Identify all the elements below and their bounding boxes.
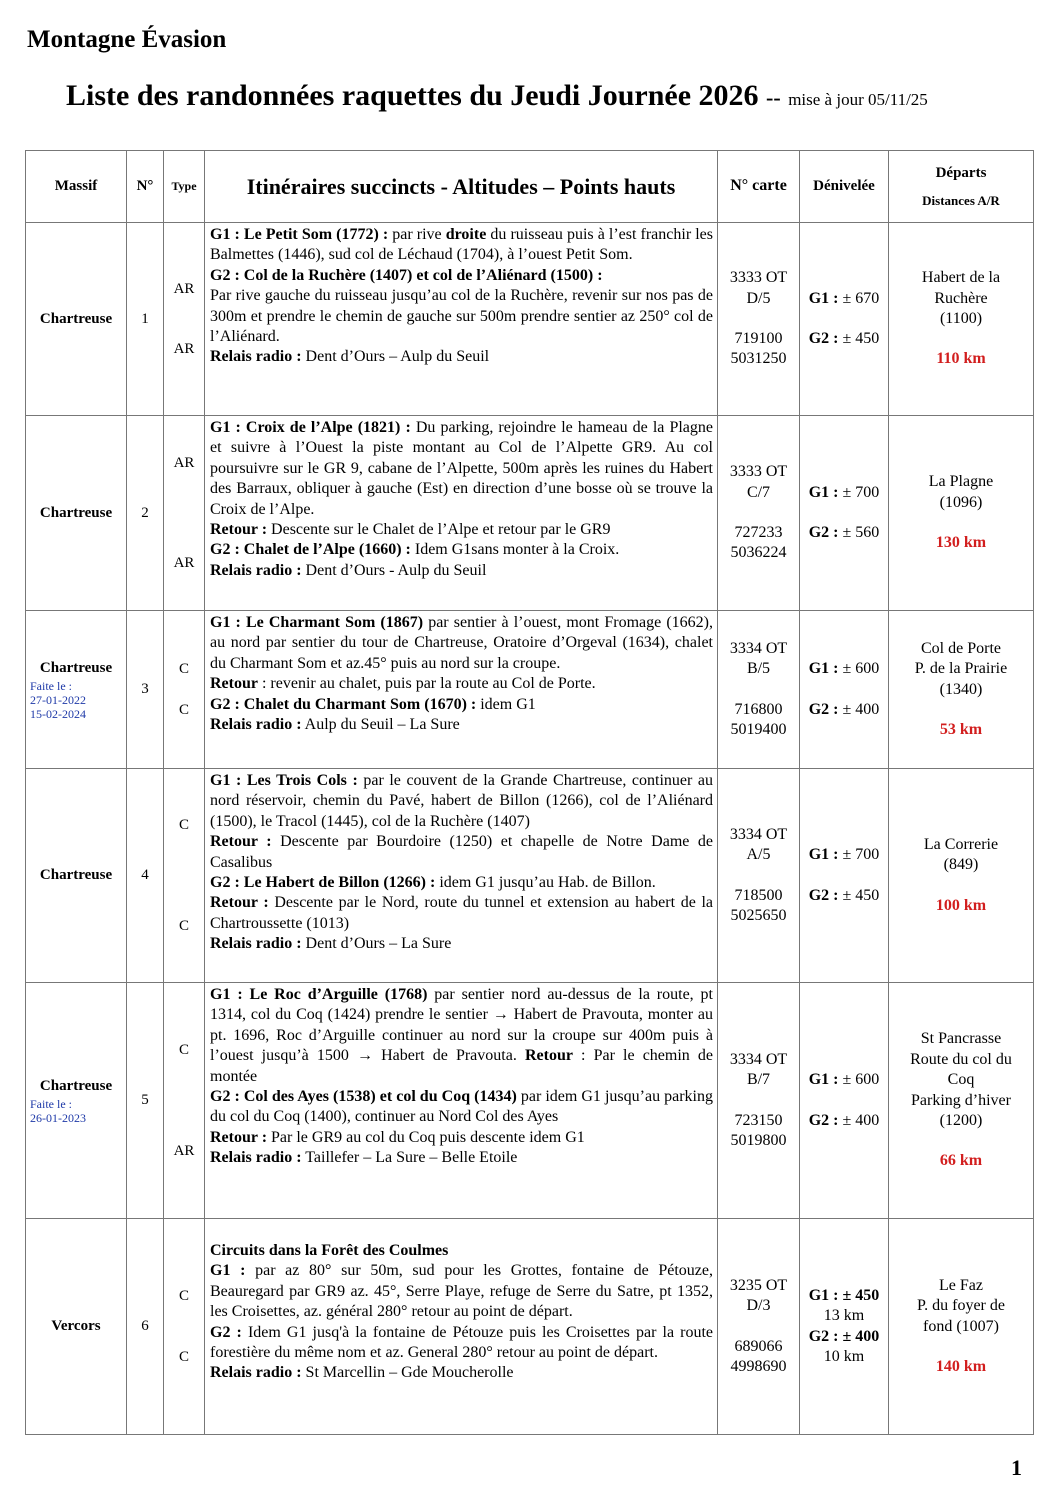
map-sheet: 3334 OT [729,1050,788,1068]
map-cell [718,416,800,611]
table-row [26,416,1034,611]
relais-label: Relais radio : [210,1149,302,1167]
map-cell [718,611,800,769]
distance-ar: 110 km [936,350,986,368]
update-date: mise à jour 05/11/25 [788,90,928,109]
col-header-map: N° carte [718,151,800,223]
g1-emphasis: droite [445,226,487,243]
coord-y: 5019400 [730,720,787,738]
num-cell: 4 [127,769,164,983]
relais-label: Relais radio : [210,348,302,366]
retour-text: : revenir au chalet, puis par la route au Col de Porte. [257,675,596,693]
table-row [26,1219,1034,1435]
map-sheet: 3333 OT [729,269,788,287]
g1-label: G1 : Les Trois Cols : [210,772,358,789]
done-on-date: 27-01-2022 [30,692,86,707]
elevation-cell [800,611,889,769]
massif-cell [26,223,127,416]
g2-label: G2 : Le Habert de Billon (1266) : [210,874,436,892]
page-title [66,79,928,113]
departure-cell [889,769,1034,983]
departure-line: P. du foyer de [917,1297,1005,1315]
departure-cell [889,611,1034,769]
elevation-g2: G2 : ± 450 [808,330,880,347]
type-g1: AR [173,454,195,471]
massif-name: Chartreuse [39,867,113,884]
table-header-row [26,151,1034,223]
page-number: 1 [1011,1455,1022,1480]
massif-cell [26,416,127,611]
departure-line: P. de la Prairie [914,660,1008,678]
type-g1: AR [173,280,195,297]
itinerary-cell [205,1219,718,1435]
type-g2: AR [173,555,195,571]
massif-cell [26,983,127,1219]
massif-name: Chartreuse [39,310,113,327]
departure-line: St Pancrasse [920,1030,1002,1048]
coord-x: 719100 [734,330,783,347]
departure-cell [889,223,1034,416]
coord-y: 5025650 [730,906,787,924]
relais-text: Aulp du Seuil – La Sure [301,716,460,734]
hikes-table [25,150,1034,1435]
done-on-date: 15-02-2024 [30,706,86,721]
departure-altitude: fond (1007) [923,1317,999,1335]
coord-y: 5036224 [730,544,787,562]
g1-text: Du parking, rejoindre le hameau de la Plagne et suivre à l’Ouest la piste montant au Col de l’Alpette GR9. Au col poursuivre sur le GR 9, cabane de l’Alpette, 500m après les ruines du Habert des Barraux, obliquer à gauche (Est) en direction d’une bosse où se trouve la Croix de l’Alpe. [210,419,713,518]
elevation-g1: G1 : ± 670 [808,289,880,307]
retour-label: Retour : [210,521,268,539]
departure-line: Parking d’hiver [911,1091,1011,1109]
g2-text: idem G1 [476,695,536,713]
g1-label: G1 : Le Petit Som (1772) : [210,226,389,243]
relais-label: Relais radio : [210,561,302,579]
elevation-g2: G2 : ± 400 [808,1111,880,1129]
title-text: Liste des randonnées raquettes du Jeudi Journée 2026 [66,79,759,112]
departure-line: Route du col du [910,1050,1012,1068]
itinerary-cell [205,983,718,1219]
col-header-type: Type [164,151,205,223]
g1-label: G1 : Le Roc d’Arguille (1768) [210,986,428,1003]
type-cell [164,769,205,983]
g1-text: par sentier nord au-dessus de la route, pt 1314, col du Coq (1424) prendre le sentier → Habert de Pravouta, monter au pt. 1696, Roc d’Arguille continuer au nord sur la croupe sur 400m puis à l’ouest jusqu’à 1500 → Habert de Pravouta. [210,986,713,1065]
num-cell: 1 [127,223,164,416]
elevation-cell [800,223,889,416]
massif-name: Vercors [51,1318,101,1335]
retour-text: Descente par Bourdoire (1250) et chapelle de Notre Dame de Casalibus [210,833,713,871]
relais-label: Relais radio : [210,1364,302,1382]
map-square: D/5 [746,289,771,307]
col-header-departures [889,151,1034,223]
elevation-g1: G1 : ± 600 [808,1071,880,1089]
distance-ar: 130 km [935,534,987,552]
relais-text: Dent d’Ours - Aulp du Seuil [301,561,487,579]
g2-text: Par rive gauche du ruisseau jusqu’au col de la Ruchère, revenir sur nos pas de 300m et prendre le chemin de gauche sur 500m prendre sentier az 250° col de l’Aliénard. [210,287,713,346]
col-header-num: N° [127,151,164,223]
col-header-elevation: Dénivelée [800,151,889,223]
g2-label: G2 : Chalet du Charmant Som (1670) : [210,695,477,713]
type-g1: C [178,1042,189,1059]
itinerary-cell [205,223,718,416]
map-square: A/5 [746,846,771,864]
departure-cell [889,1219,1034,1435]
departure-line: Coq [947,1071,975,1089]
departure-altitude: (849) [943,856,979,874]
col-header-massif: Massif [26,151,127,223]
distance-ar: 100 km [935,896,987,914]
map-square: B/5 [746,660,771,678]
map-sheet: 3235 OT [729,1276,788,1294]
circuit-title: Circuits dans la Forêt des Coulmes [210,1242,449,1259]
coord-x: 718500 [734,886,783,904]
map-cell [718,1219,800,1435]
massif-name: Chartreuse [39,660,113,677]
g2-text: Idem G1sans monter à la Croix. [410,541,620,559]
departure-cell [889,983,1034,1219]
elevation-cell [800,1219,889,1435]
map-square: C/7 [746,483,771,501]
distance-ar: 66 km [939,1152,983,1170]
num-cell: 5 [127,983,164,1219]
retour2-text: Descente par le Nord, route du tunnel et extension au habert de la Chartroussette (1013) [210,894,713,932]
relais-text: Taillefer – La Sure – Belle Etoile [301,1149,518,1167]
num-cell: 2 [127,416,164,611]
departure-line: La Correrie [923,835,999,853]
title-dash: -- [766,85,781,110]
map-sheet: 3333 OT [729,463,788,481]
departure-cell [889,416,1034,611]
relais-text: Dent d’Ours – Aulp du Seuil [301,348,490,366]
g2-label: G2 : Col des Ayes (1538) et col du Coq (1434) [210,1088,517,1106]
map-square: D/3 [746,1297,771,1315]
elevation-cell [800,416,889,611]
organization-name: Montagne Évasion [27,26,227,53]
g1-label: G1 : Le Charmant Som (1867) [210,614,424,631]
retour-text: : Par le chemin de montée [210,1047,714,1085]
distance-g1: 13 km [823,1307,865,1325]
retour2-text: Par le GR9 au col du Coq puis descente idem G1 [267,1128,585,1146]
departure-altitude: (1200) [939,1111,983,1129]
elevation-g1: G1 : ± 450 [808,1286,880,1304]
massif-cell [26,769,127,983]
table-row [26,983,1034,1219]
g2-label: G2 : [210,1323,242,1341]
g2-text: idem G1 jusqu’au Hab. de Billon. [435,874,656,892]
map-cell [718,769,800,983]
type-cell [164,223,205,416]
itinerary-cell [205,416,718,611]
elevation-g2: G2 : ± 400 [808,700,880,718]
table-row [26,611,1034,769]
departure-line: Ruchère [934,289,988,307]
itinerary-cell [205,611,718,769]
elevation-g1: G1 : ± 700 [808,483,880,501]
retour-label: Retour [524,1047,573,1065]
g1-text: par rive [388,226,446,243]
itinerary-cell [205,769,718,983]
type-cell [164,416,205,611]
map-sheet: 3334 OT [729,639,788,657]
done-on-label: Faite le : [30,1096,72,1111]
coord-y: 4998690 [730,1357,787,1375]
elevation-g2: G2 : ± 400 [808,1327,880,1345]
g2-text: Idem G1 jusq'à la fontaine de Pétouze puis les Croisettes par la route forestière du même nom et az. General 280° retour au point de départ. [210,1323,713,1362]
departure-line: La Plagne [928,473,994,491]
g1-text-cont: du ruisseau puis à l’est franchir les Balmettes (1446), sud col de Léchaud (1704), à l’ouest Petit Som. [210,226,713,264]
departure-altitude: (1340) [939,680,983,698]
retour2-label: Retour : [210,894,269,912]
relais-label: Relais radio : [210,935,302,953]
retour2-label: Retour : [210,1128,268,1146]
departure-line: Habert de la [921,269,1001,287]
departure-line: Col de Porte [921,639,1001,657]
g2-text: par idem G1 jusqu’au parking du col du Coq (1400), continuer au Nord Col des Ayes [210,1088,713,1126]
departure-line: Le Faz [939,1276,983,1294]
relais-text: St Marcellin – Gde Moucherolle [301,1364,514,1382]
map-sheet: 3334 OT [729,825,788,843]
type-g2: AR [173,1142,195,1159]
massif-name: Chartreuse [39,1078,113,1095]
g1-text: par le couvent de la Grande Chartreuse, continuer au nord réservoir, chemin du Pavé, habert de Billon (1266), col de l’Aliénard (1500), le Tracol (1445), col de la Ruchère (1407) [210,772,713,830]
distances-label: Distances A/R [922,192,1000,208]
elevation-cell [800,769,889,983]
coord-y: 5019800 [730,1131,787,1149]
type-cell [164,983,205,1219]
done-on-label: Faite le : [30,678,72,693]
relais-text: Dent d’Ours – La Sure [301,935,452,953]
departure-altitude: (1096) [939,493,983,511]
type-g2: C [178,917,189,934]
type-cell [164,1219,205,1435]
table-row [26,223,1034,416]
type-cell [164,611,205,769]
departure-altitude: (1100) [939,310,983,327]
relais-label: Relais radio : [210,716,302,734]
retour-label: Retour [210,675,258,693]
g1-label: G1 : Croix de l’Alpe (1821) : [210,419,411,436]
g1-text: par az 80° sur 50m, sud pour les Grottes, fontaine de Pétouze, Beauregard par GR9 az. 45°, Serre Playe, refuge de Serre du Satre, pt 1352, les Croisettes, az. général 280° retour au point de départ. [210,1262,713,1321]
massif-cell [26,1219,127,1435]
massif-name: Chartreuse [39,504,113,521]
elevation-cell [800,983,889,1219]
retour-label: Retour : [210,833,272,851]
table-row [26,769,1034,983]
map-square: B/7 [746,1071,771,1089]
g2-label: G2 : Col de la Ruchère (1407) et col de l’Aliénard (1500) : [210,266,603,284]
g1-text: par sentier à l’ouest, mont Fromage (1662), au nord par sentier du tour de Chartreuse, Oratoire d’Orgeval (1634), chalet du Charmant Som et az.45° puis au nord sur la croupe. [210,614,713,672]
coord-x: 716800 [734,700,783,718]
distance-g2: 10 km [823,1347,865,1365]
elevation-g1: G1 : ± 600 [808,660,880,678]
type-g1: C [178,661,189,678]
type-g1: C [178,1288,189,1305]
map-cell [718,223,800,416]
elevation-g2: G2 : ± 560 [808,524,880,541]
g1-label: G1 : [210,1262,246,1280]
map-cell [718,983,800,1219]
type-g2: C [178,1348,189,1365]
distance-ar: 140 km [935,1357,987,1375]
col-header-itineraries: Itinéraires succincts - Altitudes – Points hauts [205,151,718,223]
num-cell: 6 [127,1219,164,1435]
type-g2: AR [173,341,195,357]
done-on-date: 26-01-2023 [30,1110,86,1125]
coord-x: 689066 [734,1337,783,1355]
elevation-g2: G2 : ± 450 [808,886,880,904]
coord-y: 5031250 [730,350,787,368]
num-cell: 3 [127,611,164,769]
retour-text: Descente sur le Chalet de l’Alpe et retour par le GR9 [267,521,611,539]
g2-label: G2 : Chalet de l’Alpe (1660) : [210,541,411,559]
coord-x: 723150 [734,1111,783,1129]
type-g1: C [178,817,189,834]
departures-label: Départs [935,164,987,181]
coord-x: 727233 [734,524,783,541]
elevation-g1: G1 : ± 700 [808,846,880,864]
massif-cell [26,611,127,769]
distance-ar: 53 km [939,720,983,738]
type-g2: C [178,701,189,718]
